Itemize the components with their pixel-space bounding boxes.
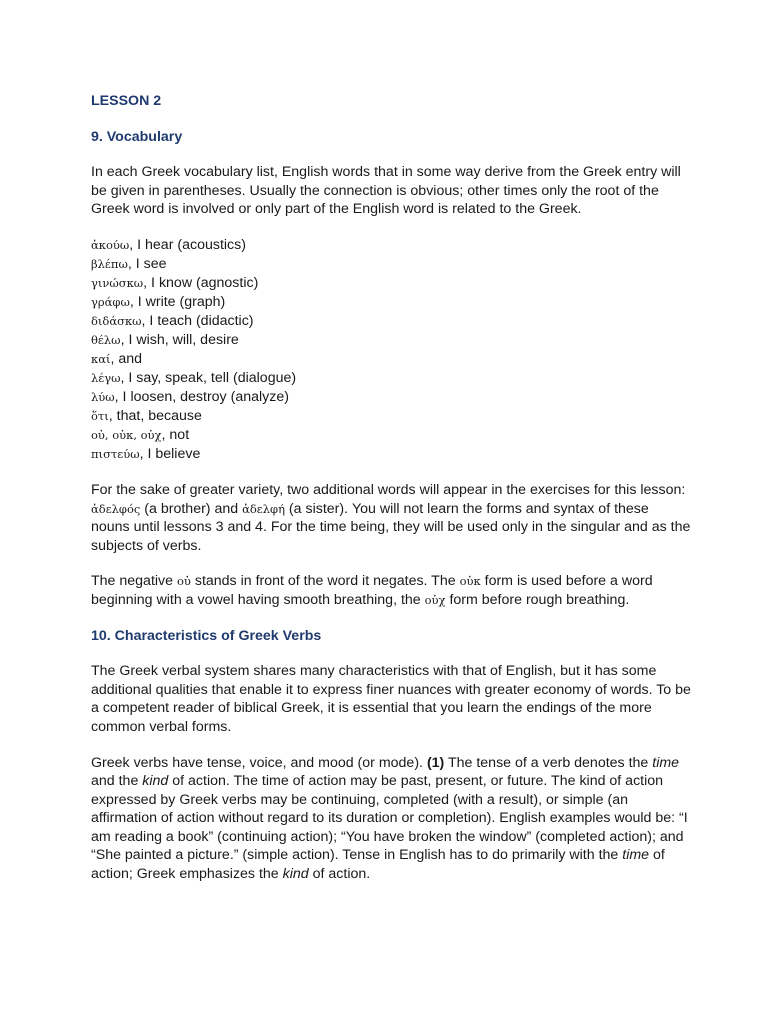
emphasis: kind bbox=[142, 773, 169, 790]
vocab-gloss: , I say, speak, tell (dialogue) bbox=[120, 369, 297, 386]
vocab-item bbox=[91, 369, 691, 388]
text-run: The tense of a verb denotes the bbox=[444, 754, 653, 771]
vocabulary-intro-paragraph: In each Greek vocabulary list, English words that in some way derive from the Greek entry will be given in parentheses. Usually the connection is obvious; other times only the root of the Greek word is involved or only part of the English word is related to the Greek. bbox=[91, 164, 681, 218]
greek-word: οὐ bbox=[176, 574, 191, 589]
text-run: and the bbox=[91, 773, 143, 790]
emphasis: time bbox=[622, 847, 650, 864]
tense-paragraph bbox=[91, 754, 691, 884]
text-run: The negative bbox=[91, 573, 177, 590]
section-10-title: 10. Characteristics of Greek Verbs bbox=[91, 627, 322, 644]
vocab-item bbox=[91, 236, 691, 255]
greek-word: θέλω bbox=[91, 332, 121, 347]
greek-word: καί bbox=[91, 351, 111, 366]
vocab-item bbox=[91, 331, 691, 350]
negative-paragraph bbox=[91, 572, 691, 609]
text-run: form is used before a word beginning with a vowel having smooth breathing, the bbox=[91, 573, 653, 608]
text-run: (a brother) and bbox=[140, 500, 243, 517]
vocab-gloss: , I believe bbox=[139, 445, 201, 462]
vocab-item bbox=[91, 350, 691, 369]
point-number: (1) bbox=[426, 754, 445, 771]
vocab-gloss: , I write (graph) bbox=[129, 293, 226, 310]
vocab-item bbox=[91, 388, 691, 407]
lesson-title: LESSON 2 bbox=[91, 93, 162, 109]
emphasis: kind bbox=[282, 866, 309, 883]
vocab-gloss: , that, because bbox=[108, 407, 202, 424]
greek-word: λέγω bbox=[91, 370, 121, 385]
greek-word: γινώσκω bbox=[91, 275, 144, 290]
greek-word: βλέπω bbox=[91, 256, 128, 271]
text-run: (a sister). You will not learn the forms and syntax of these nouns until lessons 3 and 4. For the time being, they will be used only in the singular and as the subjects of verbs. bbox=[91, 500, 691, 554]
greek-word: πιστεύω bbox=[91, 446, 140, 461]
vocab-item bbox=[91, 255, 691, 274]
text-run: stands in front of the word it negates. The bbox=[190, 573, 460, 590]
text-run: form before rough breathing. bbox=[445, 591, 630, 608]
verbal-system-paragraph: The Greek verbal system shares many characteristics with that of English, but it has some additional qualities that enable it to express finer nuances with greater economy of words. To be a competent reader of biblical Greek, it is essential that you learn the endings of the more common verbal forms. bbox=[91, 663, 691, 735]
vocab-item bbox=[91, 426, 691, 445]
vocab-gloss: , I hear (acoustics) bbox=[129, 236, 246, 253]
greek-word: ὅτι bbox=[91, 408, 109, 423]
vocab-item bbox=[91, 445, 691, 464]
vocabulary-list bbox=[91, 236, 691, 464]
greek-word: ἀδελφή bbox=[242, 501, 285, 516]
greek-word: οὐκ bbox=[459, 574, 481, 589]
greek-word: οὐ, οὐκ, οὐχ bbox=[91, 427, 162, 442]
vocab-item bbox=[91, 293, 691, 312]
vocab-gloss: , not bbox=[161, 426, 190, 443]
text-run: of action; Greek emphasizes the bbox=[91, 847, 665, 883]
text-run: Greek verbs have tense, voice, and mood (or mode). bbox=[91, 754, 427, 771]
vocab-gloss: , I see bbox=[127, 255, 167, 272]
greek-word: ἀκούω bbox=[91, 237, 130, 252]
vocab-gloss: , I know (agnostic) bbox=[143, 274, 259, 291]
greek-word: οὐχ bbox=[424, 592, 446, 607]
vocab-gloss: , I teach (didactic) bbox=[141, 312, 254, 329]
text-run: of action. bbox=[308, 866, 371, 883]
vocab-gloss: , I loosen, destroy (analyze) bbox=[114, 388, 289, 405]
emphasis: time bbox=[652, 754, 680, 771]
greek-word: διδάσκω bbox=[91, 313, 142, 328]
section-9-title: 9. Vocabulary bbox=[91, 128, 183, 145]
vocab-item bbox=[91, 312, 691, 331]
vocab-gloss: , and bbox=[110, 350, 143, 367]
vocab-item bbox=[91, 274, 691, 293]
text-run: For the sake of greater variety, two additional words will appear in the exercises for this lesson: bbox=[91, 481, 686, 498]
variety-paragraph bbox=[91, 481, 691, 555]
greek-word: γράφω bbox=[91, 294, 130, 309]
greek-word: λύω bbox=[91, 389, 115, 404]
vocab-gloss: , I wish, will, desire bbox=[120, 331, 239, 348]
vocab-item bbox=[91, 407, 691, 426]
document-page bbox=[91, 92, 691, 901]
text-run: of action. The time of action may be past, present, or future. The kind of action expressed by Greek verbs may be continuing, completed (with a result), or simple (an affirmation of action without regard to its duration or completion). English examples would be: “I am reading a book” (continuing action); “You have broken the window” (completed action); and “She painted a picture.” (simple action). Tense in English has to do primarily with the bbox=[91, 773, 688, 864]
greek-word: ἀδελφός bbox=[91, 501, 141, 516]
